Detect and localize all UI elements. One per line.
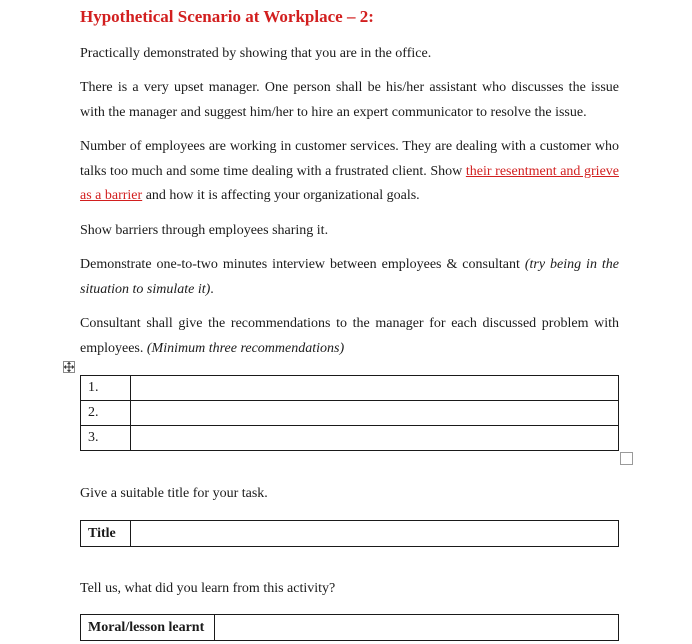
paragraph-recommendations-text: Consultant shall give the recommendations to the manager for each discussed problem with employees. <box>80 316 619 356</box>
table-row <box>81 401 619 426</box>
title-input-cell[interactable] <box>131 521 619 547</box>
title-label: Title <box>81 521 131 547</box>
paragraph-upset-manager: There is a very upset manager. One person shall be his/her assistant who discusses the issue with the manager and suggest him/her to hire an expert communicator to resolve the issue. <box>80 80 619 120</box>
row-number: 3. <box>81 426 131 451</box>
moral-input-cell[interactable] <box>215 615 619 641</box>
moral-label: Moral/lesson learnt <box>81 615 215 641</box>
paragraph-customer-services-end: and how it is affecting your organizational goals. <box>142 188 420 203</box>
paragraph-interview-text: Demonstrate one-to-two minutes interview between employees & consultant <box>80 257 525 272</box>
table-row <box>81 521 619 547</box>
recommendations-table <box>80 375 619 451</box>
recommendation-cell[interactable] <box>131 376 619 401</box>
moral-table <box>80 614 619 641</box>
move-arrows-icon[interactable] <box>63 361 75 373</box>
paragraph-title-prompt: Give a suitable title for your task. <box>80 486 268 501</box>
row-number: 2. <box>81 401 131 426</box>
title-table <box>80 520 619 547</box>
table-row <box>81 426 619 451</box>
table-row <box>81 615 619 641</box>
paragraph-show-barriers: Show barriers through employees sharing it. <box>80 223 329 238</box>
resize-handle-icon[interactable] <box>620 452 633 465</box>
paragraph-recommendations-italic: (Minimum three recommendations) <box>146 340 345 356</box>
paragraph-customer-services <box>80 135 619 209</box>
table-row <box>81 376 619 401</box>
paragraph-customer-services-text: Number of employees are working in customer services. They are dealing with a customer who talks too much and some time dealing with a frustrated client. Show <box>80 139 619 179</box>
row-number: 1. <box>81 376 131 401</box>
resentment-link[interactable]: their resentment and grieve as a barrier <box>80 163 619 203</box>
recommendation-cell[interactable] <box>131 401 619 426</box>
paragraph-interview-end: . <box>210 281 214 297</box>
scenario-heading: Hypothetical Scenario at Workplace – 2: <box>80 7 374 26</box>
paragraph-intro: Practically demonstrated by showing that you are in the office. <box>80 46 432 61</box>
recommendation-cell[interactable] <box>131 426 619 451</box>
paragraph-interview-italic: (try being in the situation to simulate it) <box>80 257 620 297</box>
paragraph-recommendations <box>80 312 619 361</box>
paragraph-learn-prompt: Tell us, what did you learn from this activity? <box>80 581 336 596</box>
paragraph-interview <box>80 253 619 302</box>
